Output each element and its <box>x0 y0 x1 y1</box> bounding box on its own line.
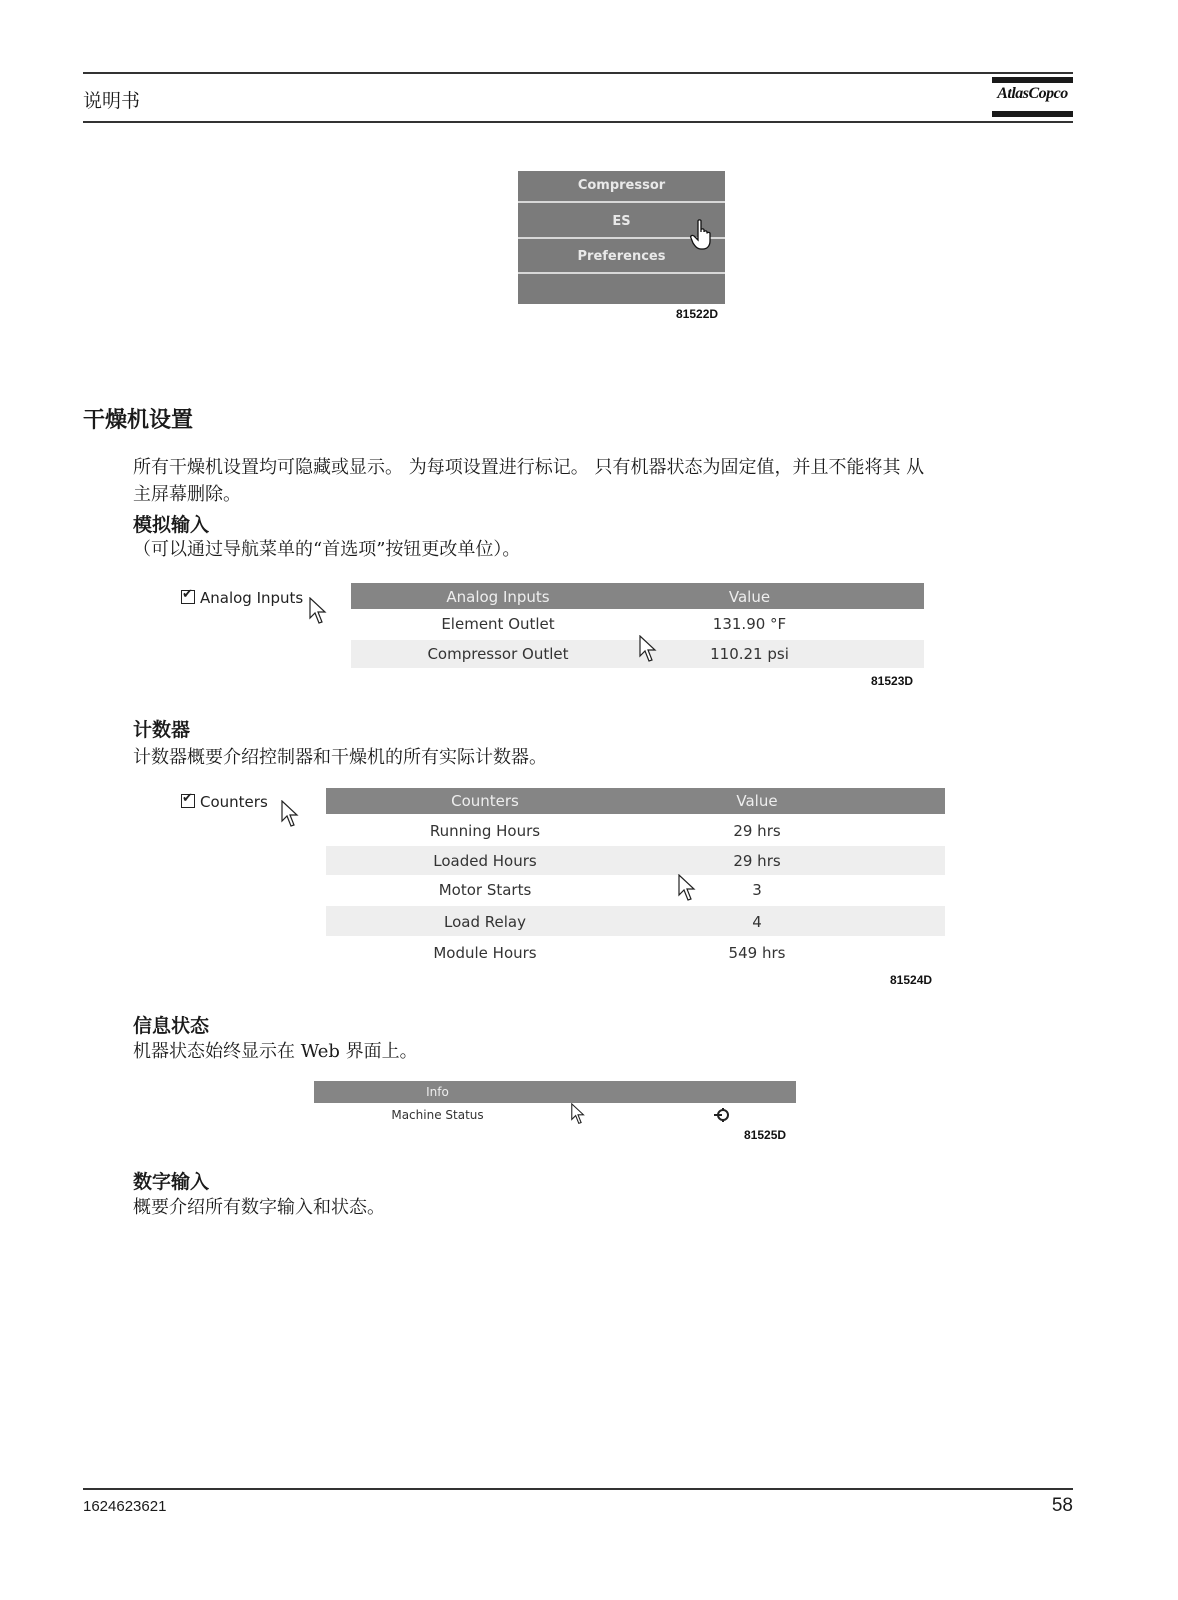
table-row <box>326 906 945 936</box>
table-row <box>326 816 945 845</box>
footer-rule <box>83 1488 1073 1490</box>
intro-text-line-2: 主屏幕删除。 <box>133 484 241 505</box>
table-header <box>326 788 945 814</box>
column-header-info: Info <box>426 1085 449 1099</box>
header-title: 说明书 <box>83 90 141 112</box>
nav-menu <box>518 171 725 304</box>
info-table <box>314 1081 796 1127</box>
nav-item-compressor[interactable]: Compressor <box>577 178 666 193</box>
row-name: Machine Status <box>391 1108 484 1122</box>
checkbox-label: Counters <box>200 793 268 811</box>
info-heading: 信息状态 <box>133 1015 210 1037</box>
intro-text-line-1: 所有干燥机设置均可隐藏或显示。 为每项设置进行标记。 只有机器状态为固定值，并且不能将其 从 <box>133 457 925 478</box>
row-value: 110.21 psi <box>710 645 789 663</box>
logo-text: AtlasCopco <box>997 85 1068 102</box>
row-value: 549 hrs <box>728 944 786 962</box>
status-icon <box>714 1107 730 1123</box>
row-name: Module Hours <box>433 944 537 962</box>
logo-bar-top <box>992 77 1073 83</box>
row-value: 131.90 °F <box>712 615 787 633</box>
arrow-cursor-icon <box>639 635 657 663</box>
row-name: Running Hours <box>429 822 541 840</box>
row-name: Compressor Outlet <box>427 645 569 663</box>
nav-item-preferences[interactable]: Preferences <box>577 249 666 264</box>
figure-id: 81523D <box>871 674 914 688</box>
column-header-name: Counters <box>451 792 519 810</box>
table-row <box>351 610 924 638</box>
digital-description: 概要介绍所有数字输入和状态。 <box>133 1197 385 1218</box>
table-row <box>326 938 945 967</box>
column-header-name: Analog Inputs <box>446 588 550 606</box>
logo-bar-bottom <box>992 111 1073 117</box>
doc-number: 1624623621 <box>83 1498 167 1515</box>
analog-description: （可以通过导航菜单的“首选项”按钮更改单位）。 <box>133 539 521 560</box>
arrow-cursor-icon <box>571 1103 585 1125</box>
checkbox-label: Analog Inputs <box>200 589 304 607</box>
row-value: 4 <box>752 913 762 931</box>
table-header <box>351 583 924 609</box>
row-name: Loaded Hours <box>433 852 537 870</box>
section-title: 干燥机设置 <box>83 407 194 433</box>
checkbox-icon[interactable] <box>181 794 195 808</box>
info-description: 机器状态始终显示在 Web 界面上。 <box>133 1041 418 1062</box>
hand-cursor-icon <box>690 219 716 251</box>
row-name: Motor Starts <box>438 881 532 899</box>
column-header-value: Value <box>736 792 778 810</box>
counters-checkbox[interactable] <box>181 793 268 811</box>
table-header <box>314 1081 796 1103</box>
table-row <box>351 640 924 668</box>
arrow-cursor-icon <box>309 597 327 625</box>
counters-heading: 计数器 <box>133 719 191 741</box>
figure-id: 81522D <box>676 307 719 321</box>
row-name: Element Outlet <box>441 615 555 633</box>
analog-heading: 模拟输入 <box>133 514 210 536</box>
row-name: Load Relay <box>444 913 526 931</box>
header-rule-top <box>83 72 1073 74</box>
nav-item-es[interactable]: ES <box>612 214 631 229</box>
figure-id: 81525D <box>744 1128 787 1142</box>
table-row <box>326 846 945 875</box>
digital-heading: 数字输入 <box>133 1171 210 1193</box>
header-rule-bottom <box>83 121 1073 123</box>
arrow-cursor-icon <box>678 874 696 902</box>
row-value: 3 <box>752 881 762 899</box>
analog-inputs-table <box>351 583 924 669</box>
counters-table <box>326 788 945 968</box>
column-header-value: Value <box>728 588 771 606</box>
counters-description: 计数器概要介绍控制器和干燥机的所有实际计数器。 <box>133 747 547 768</box>
nav-separator <box>518 272 725 274</box>
nav-separator <box>518 201 725 203</box>
atlas-copco-logo <box>992 77 1073 117</box>
table-row <box>314 1104 796 1126</box>
arrow-cursor-icon <box>281 800 299 828</box>
figure-id: 81524D <box>890 973 933 987</box>
checkbox-icon[interactable] <box>181 590 195 604</box>
row-value: 29 hrs <box>733 822 781 840</box>
row-value: 29 hrs <box>733 852 781 870</box>
table-row <box>326 876 945 905</box>
page-number: 58 <box>1051 1495 1073 1516</box>
analog-inputs-checkbox[interactable] <box>181 589 303 607</box>
